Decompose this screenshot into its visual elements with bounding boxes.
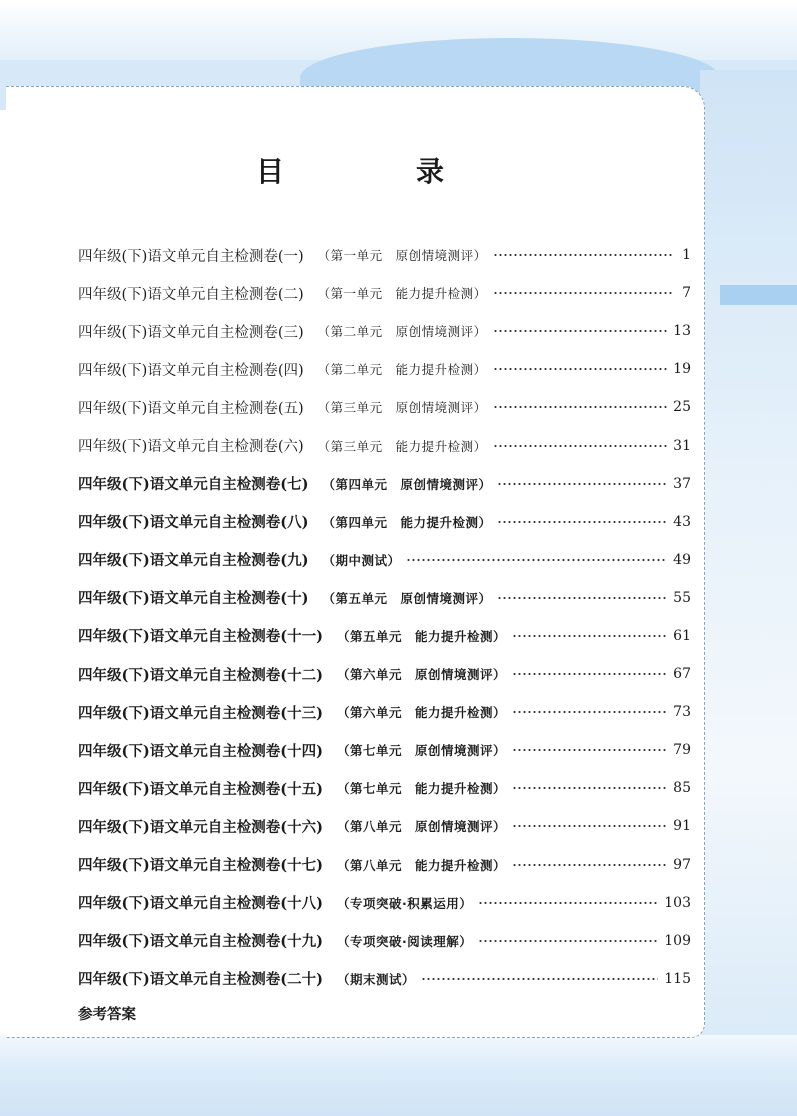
toc-entry[interactable]: [78, 312, 691, 350]
toc-entry-title: 四年级(下)语文单元自主检测卷(十三): [78, 704, 323, 722]
dot-leader: [493, 367, 668, 371]
toc-entry[interactable]: [78, 731, 691, 769]
toc-entry[interactable]: [78, 922, 691, 960]
dot-leader: [512, 824, 667, 828]
right-stripe: [720, 285, 797, 305]
toc-entry-subtitle: （期中测试）: [322, 552, 401, 568]
toc-entry-subtitle: （第五单元 能力提升检测）: [336, 628, 506, 644]
toc-entry-page-number: 79: [673, 742, 691, 759]
dot-leader: [512, 710, 667, 714]
toc-entry-page-number: 55: [673, 589, 691, 606]
toc-entry-title: 四年级(下)语文单元自主检测卷(二十): [78, 971, 323, 989]
toc-entry-subtitle: （第一单元 原创情境测评）: [317, 248, 487, 264]
dot-leader: [493, 329, 668, 333]
toc-entry-title: 四年级(下)语文单元自主检测卷(十五): [78, 780, 323, 798]
toc-entry[interactable]: [78, 617, 691, 655]
toc-entry-page-number: 109: [664, 932, 691, 949]
dot-leader: [497, 482, 667, 486]
toc-entry-subtitle: （第一单元 能力提升检测）: [317, 286, 487, 302]
toc-entry[interactable]: [78, 693, 691, 731]
toc-entry[interactable]: [78, 807, 691, 845]
toc-entry-subtitle: （第四单元 原创情境测评）: [322, 476, 492, 492]
toc-entry-page-number: 85: [673, 780, 691, 797]
page-title: 目 录: [255, 155, 496, 188]
toc-entry-subtitle: （第三单元 原创情境测评）: [317, 400, 487, 416]
toc-entry-page-number: 73: [673, 704, 691, 721]
toc-entry-title: 四年级(下)语文单元自主检测卷(七): [78, 476, 309, 494]
toc-entry[interactable]: [78, 884, 691, 922]
toc-entry[interactable]: [78, 579, 691, 617]
toc-entry-page-number: 61: [673, 627, 691, 644]
toc-entry-title: 四年级(下)语文单元自主检测卷(三): [78, 324, 304, 341]
toc-entry-title: 四年级(下)语文单元自主检测卷(十): [78, 590, 309, 608]
toc-entry[interactable]: [78, 388, 691, 426]
toc-entry-title: 四年级(下)语文单元自主检测卷(二): [78, 286, 304, 303]
toc-entry-subtitle: （期末测试）: [336, 971, 415, 987]
toc-entry-title: 四年级(下)语文单元自主检测卷(十七): [78, 857, 323, 875]
toc-entry-subtitle: （第二单元 能力提升检测）: [317, 362, 487, 378]
toc-entry-title: 四年级(下)语文单元自主检测卷(十六): [78, 818, 323, 836]
toc-entry-subtitle: （第四单元 能力提升检测）: [322, 514, 492, 530]
toc-entry-title: 四年级(下)语文单元自主检测卷(八): [78, 514, 309, 532]
dot-leader: [512, 863, 667, 867]
toc-entry-title: 四年级(下)语文单元自主检测卷(十九): [78, 933, 323, 951]
toc-entry-subtitle: （第五单元 原创情境测评）: [322, 590, 492, 606]
toc-entry-page-number: 67: [673, 666, 691, 683]
toc-entry[interactable]: [78, 236, 691, 274]
toc-entry-title: 四年级(下)语文单元自主检测卷(九): [78, 552, 309, 570]
dot-leader: [512, 786, 667, 790]
toc-entry-subtitle: （第八单元 原创情境测评）: [336, 819, 506, 835]
toc-entry-subtitle: （第六单元 原创情境测评）: [336, 667, 506, 683]
toc-entry-page-number: 13: [673, 323, 691, 340]
toc-entry-subtitle: （第八单元 能力提升检测）: [336, 857, 506, 873]
toc-entry-title: 四年级(下)语文单元自主检测卷(五): [78, 400, 304, 417]
toc-entry-page-number: 19: [673, 361, 691, 378]
toc-entry-page-number: 91: [673, 818, 691, 835]
toc-entry-title: 四年级(下)语文单元自主检测卷(十八): [78, 895, 323, 913]
toc-entry-title: 四年级(下)语文单元自主检测卷(四): [78, 362, 304, 379]
dot-leader: [512, 672, 667, 676]
toc-entry-page-number: 43: [673, 513, 691, 530]
toc-entry-subtitle: （第三单元 能力提升检测）: [317, 438, 487, 454]
dot-leader: [478, 901, 658, 905]
toc-entry-page-number: 97: [673, 856, 691, 873]
toc-entry-page-number: 1: [682, 247, 691, 264]
toc-entry-page-number: 31: [673, 437, 691, 454]
toc-entry-page-number: 49: [673, 551, 691, 568]
toc-entry-subtitle: （第六单元 能力提升检测）: [336, 705, 506, 721]
toc-entry-title: 四年级(下)语文单元自主检测卷(一): [78, 248, 304, 265]
dot-leader: [421, 977, 658, 981]
toc-entry-title: 四年级(下)语文单元自主检测卷(十二): [78, 666, 323, 684]
toc-entry[interactable]: [78, 960, 691, 998]
dot-leader: [497, 520, 667, 524]
toc-entry-subtitle: （专项突破·积累运用）: [336, 895, 473, 911]
toc-entry[interactable]: [78, 503, 691, 541]
dot-leader: [406, 558, 667, 562]
dot-leader: [497, 596, 667, 600]
toc-entry[interactable]: [78, 465, 691, 503]
toc-entry-page-number: 37: [673, 475, 691, 492]
toc-entry-page-number: 103: [664, 894, 691, 911]
toc-entry[interactable]: [78, 541, 691, 579]
dot-leader: [493, 253, 673, 257]
toc-entry-page-number: 25: [673, 399, 691, 416]
toc-entry-subtitle: （第七单元 原创情境测评）: [336, 743, 506, 759]
toc-entry-page-number: 115: [664, 970, 691, 987]
dot-leader: [493, 405, 668, 409]
toc-entry-subtitle: （第二单元 原创情境测评）: [317, 324, 487, 340]
toc-entry[interactable]: [78, 846, 691, 884]
dot-leader: [512, 748, 667, 752]
toc-entry-page-number: 7: [682, 285, 691, 302]
toc-entry[interactable]: [78, 350, 691, 388]
toc-entry-title: 四年级(下)语文单元自主检测卷(十四): [78, 742, 323, 760]
answers-link[interactable]: 参考答案: [78, 1007, 136, 1023]
toc-entry-subtitle: （专项突破·阅读理解）: [336, 933, 473, 949]
toc-entry-title: 四年级(下)语文单元自主检测卷(六): [78, 439, 304, 456]
dot-leader: [478, 939, 658, 943]
dot-leader: [493, 444, 668, 448]
toc-entry[interactable]: [78, 426, 691, 464]
dot-leader: [493, 291, 673, 295]
right-background-band: [700, 70, 797, 1070]
bottom-background-wave: [0, 1035, 797, 1116]
dot-leader: [512, 634, 667, 638]
toc-entry-subtitle: （第七单元 能力提升检测）: [336, 781, 506, 797]
toc-entry[interactable]: [78, 769, 691, 807]
toc-entry[interactable]: [78, 274, 691, 312]
toc-entry[interactable]: [78, 655, 691, 693]
table-of-contents: [78, 236, 691, 998]
toc-entry-title: 四年级(下)语文单元自主检测卷(十一): [78, 628, 323, 646]
